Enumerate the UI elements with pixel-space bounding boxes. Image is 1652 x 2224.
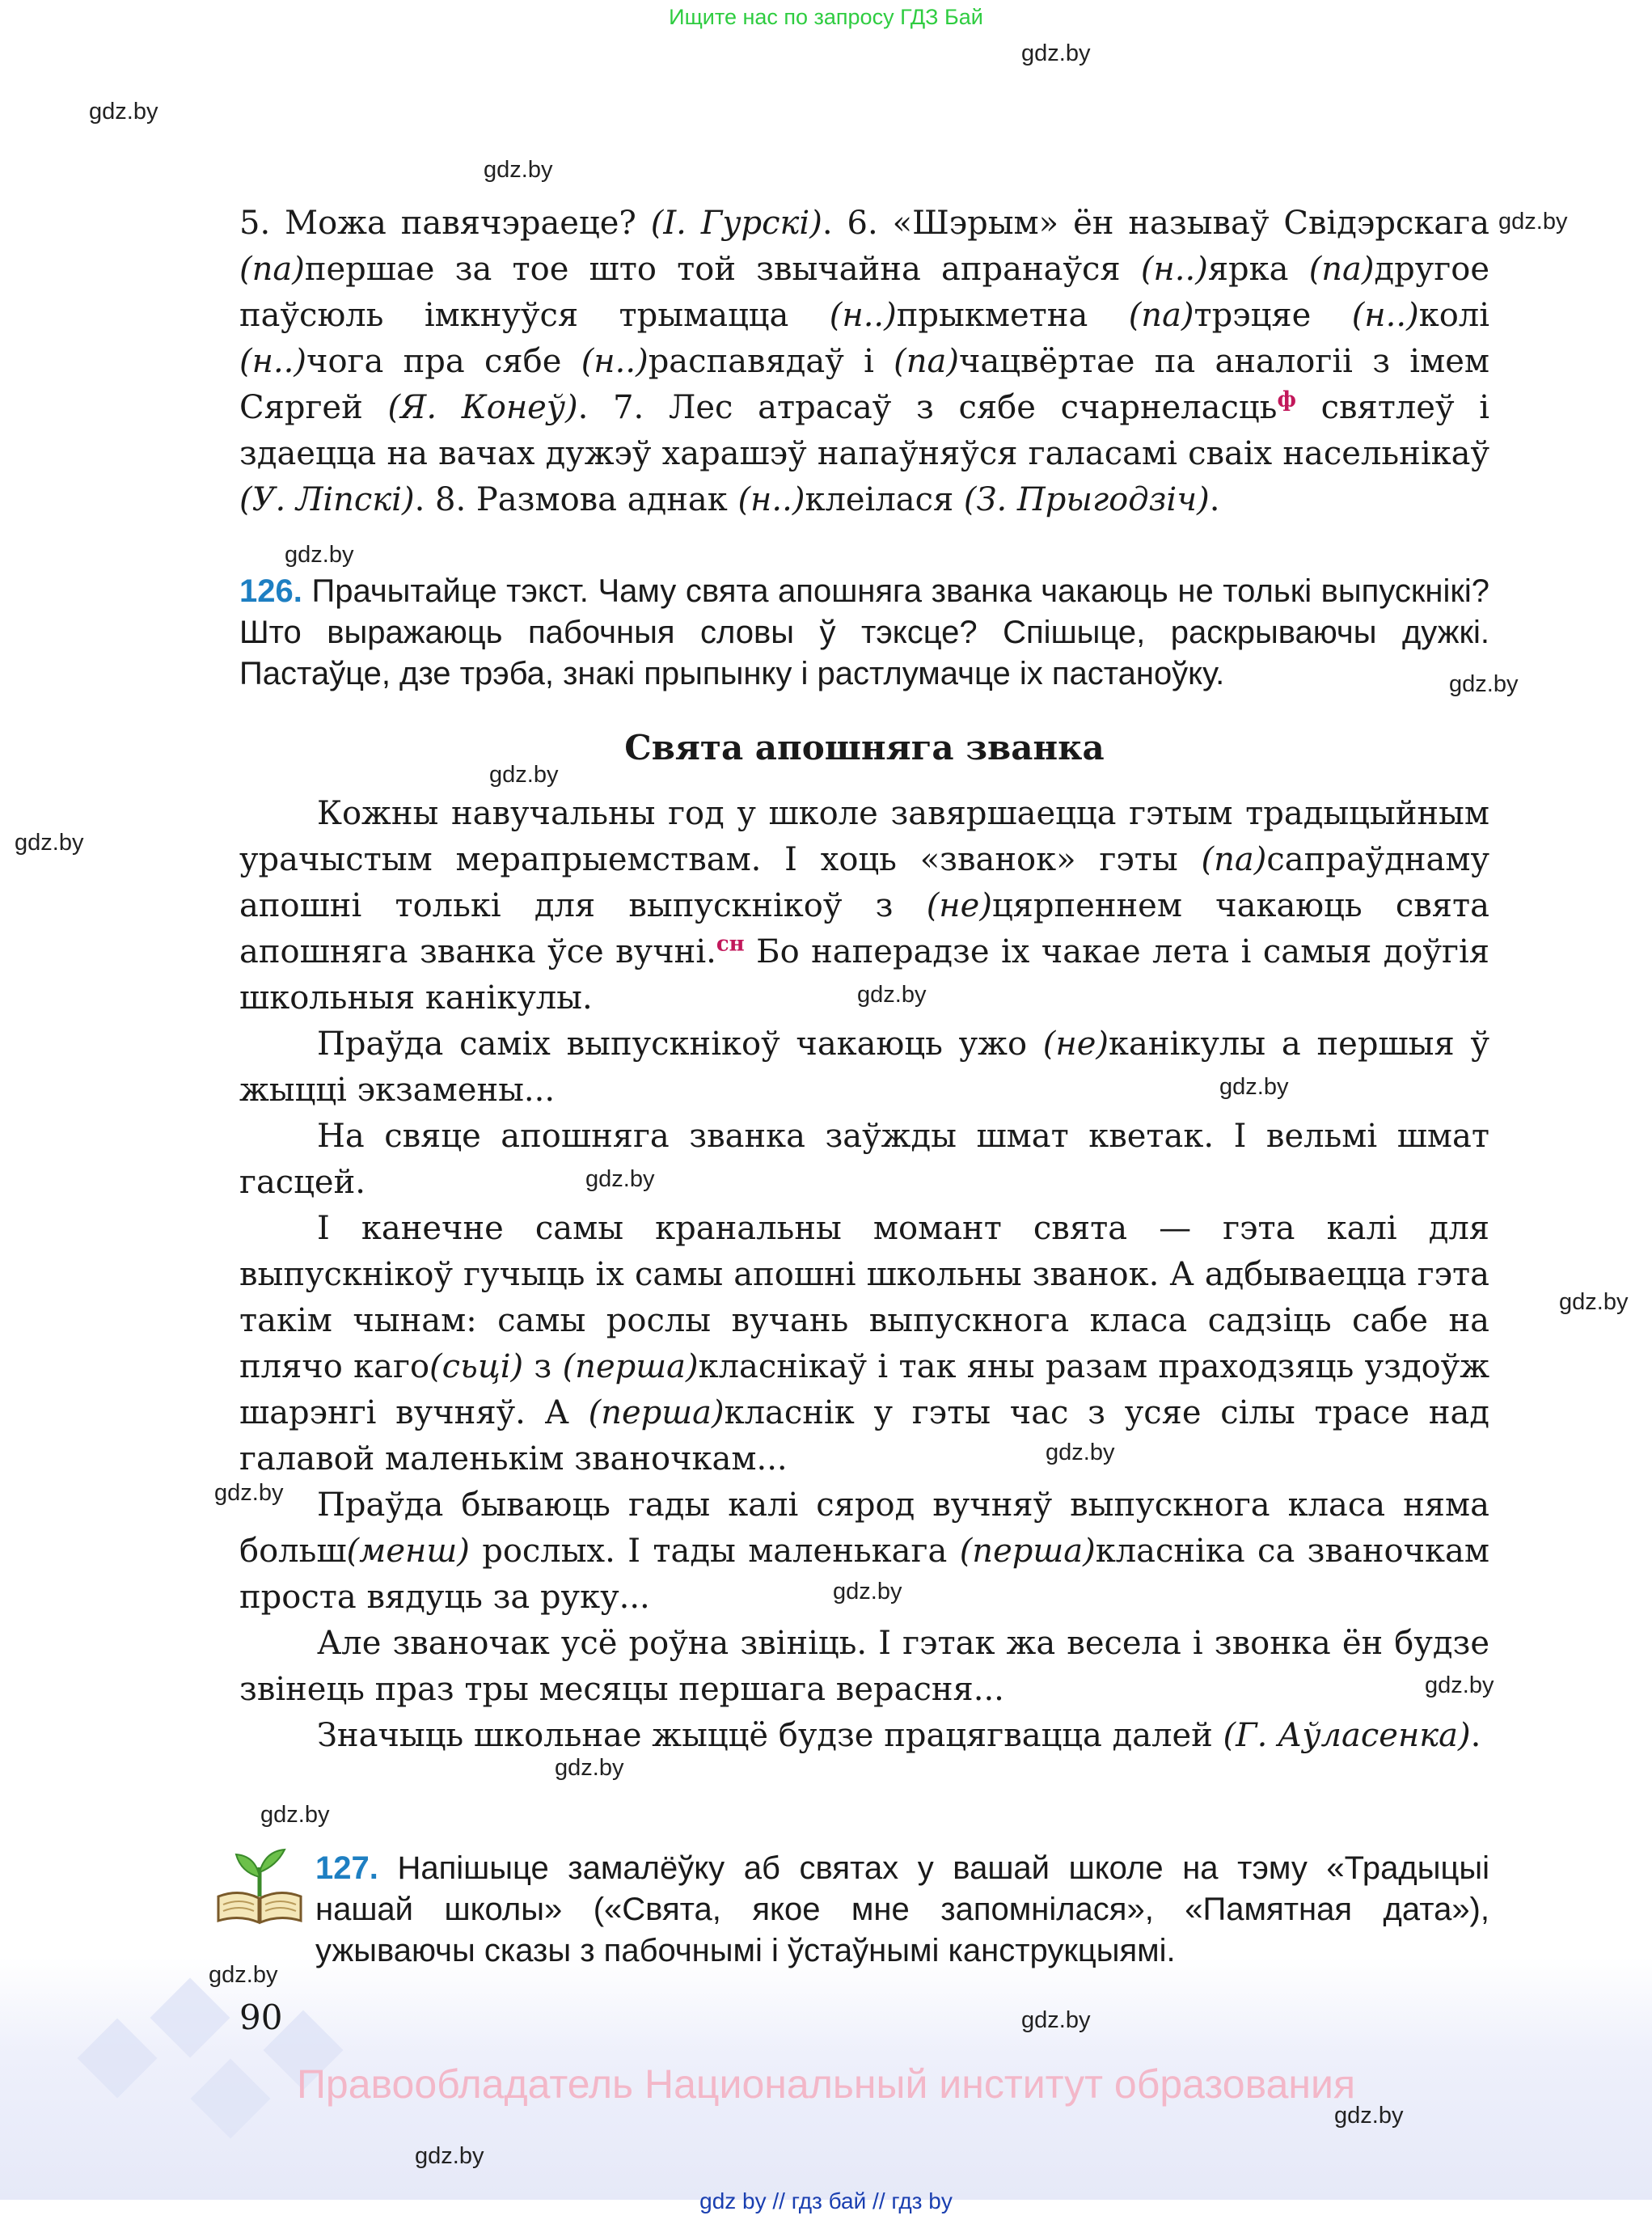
- italic-fragment: (па): [1128, 297, 1194, 334]
- italic-fragment: (па): [1201, 841, 1267, 878]
- text-fragment: Праўда бываюць гады калі сярод вучняў выпускнога класа няма больш: [239, 1486, 1489, 1570]
- italic-fragment: (сьці): [429, 1348, 524, 1385]
- story-paragraph: [239, 791, 1489, 1021]
- watermark: gdz.by: [214, 1480, 284, 1506]
- text-fragment: колі: [1418, 297, 1489, 334]
- watermark: gdz.by: [1021, 2007, 1091, 2033]
- italic-fragment: (З. Прыгодзіч): [963, 481, 1210, 518]
- story-paragraph: [239, 1206, 1489, 1482]
- exercise-paragraph: [239, 201, 1489, 523]
- text-fragment: .: [1470, 1717, 1481, 1754]
- story-title: Свята апошняга званка: [624, 728, 1105, 767]
- text-fragment: прыкметна: [896, 297, 1129, 334]
- watermark: gdz.by: [1334, 2103, 1404, 2129]
- italic-fragment: (не): [1042, 1025, 1109, 1063]
- story-body: [239, 791, 1489, 1759]
- text-fragment: трэцяе: [1194, 297, 1352, 334]
- text-fragment: першае за тое што той звычайна апранаўся: [304, 251, 1141, 288]
- text-fragment: цярпеннем чакаюць свята апошняга званка ўсе вучні.: [239, 887, 1490, 970]
- book-sprout-icon: [212, 1848, 307, 1929]
- text-fragment: распавядаў і: [648, 343, 894, 380]
- italic-fragment: (па): [894, 343, 959, 380]
- text-fragment: І канечне самы кранальны момант свята — гэта калі для выпускнікоў гучыць іх самы апошні школьны званок. А адбываецца гэта такім чынам: самы рослы вучань выпускнога класа садзіць сабе на плячо каго: [239, 1210, 1489, 1385]
- watermark: gdz.by: [857, 982, 927, 1008]
- text-fragment: Кожны навучальны год у школе завяршаецца гэтым традыцыйным урачыстым мерапрыемствам. І хоць «званок» гэты: [239, 795, 1489, 878]
- text-fragment: . 7. Лес атрасаў з сябе счарнеласць: [577, 389, 1278, 426]
- search-banner[interactable]: Ищите нас по запросу ГДЗ Бай: [669, 5, 983, 29]
- italic-fragment: (Г. Аўласенка): [1223, 1717, 1471, 1754]
- text-fragment: чога пра сябе: [306, 343, 581, 380]
- task-text: Прачытайце тэкст. Чаму свята апошняга званка чакаюць не толькі выпускнікі? Што выражаюць пабочныя словы ў тэксце? Спішыце, раскрываючы дужкі. Пастаўце, дзе трэба, знакі прыпынку і растлумачце іх пастаноўку.: [239, 573, 1489, 691]
- watermark: gdz.by: [585, 1166, 655, 1192]
- italic-fragment: (У. Ліпскі): [239, 481, 415, 518]
- watermark: gdz.by: [209, 1962, 278, 1988]
- exercise-125-text: [239, 201, 1489, 523]
- text-fragment: другое паўсюль імкнуўся трымацца: [239, 251, 1489, 334]
- italic-fragment: (менш): [346, 1533, 470, 1570]
- watermark: gdz.by: [1425, 1672, 1494, 1698]
- text-fragment: 5. Можа павячэраецe?: [239, 205, 651, 242]
- watermark: gdz.by: [415, 2143, 484, 2169]
- watermark: gdz.by: [260, 1802, 330, 1828]
- watermark: gdz.by: [1498, 209, 1568, 235]
- story-paragraph: [239, 1713, 1489, 1759]
- text-fragment: Бо наперадзе іх чакае лета і самыя доўгія школьныя канікулы.: [239, 933, 1489, 1017]
- watermark: gdz.by: [285, 542, 354, 568]
- text-fragment: класніка са званочкам проста вядуць за руку...: [239, 1533, 1489, 1616]
- italic-fragment: (н..): [829, 297, 897, 334]
- italic-fragment: (па): [239, 251, 305, 288]
- text-fragment: чацвёртае па аналогіі з імем Сяргей: [239, 343, 1489, 426]
- watermark: gdz.by: [555, 1755, 624, 1781]
- watermark: gdz.by: [484, 157, 553, 183]
- task-126: [239, 571, 1489, 695]
- footnote-marker: ф: [1277, 387, 1296, 412]
- watermark: gdz.by: [15, 830, 84, 856]
- text-fragment: ярка: [1207, 251, 1309, 288]
- story-paragraph: [239, 1114, 1489, 1206]
- text-fragment: канікулы а першыя ў жыцці экзамены...: [239, 1025, 1489, 1109]
- italic-fragment: (Я. Конеў): [387, 389, 578, 426]
- copyright-notice: Правообладатель Национальный институт образования: [296, 2061, 1356, 2107]
- text-fragment: класнік у гэты час з усяе сілы трасе над галавой маленькім званочкам...: [239, 1394, 1489, 1478]
- text-fragment: Праўда саміх выпускнікоў чакаюць ужо: [317, 1025, 1043, 1063]
- task-number: 126.: [239, 573, 302, 609]
- watermark: gdz.by: [833, 1579, 902, 1605]
- text-fragment: Значыць школьнае жыццё будзе працягвацца далей: [317, 1717, 1223, 1754]
- italic-fragment: (перша): [959, 1533, 1096, 1570]
- italic-fragment: (н..): [239, 343, 306, 380]
- watermark: gdz.by: [1046, 1440, 1115, 1465]
- text-fragment: .: [1209, 481, 1220, 518]
- text-fragment: . 8. Размова аднак: [414, 481, 738, 518]
- watermark: gdz.by: [1559, 1289, 1629, 1315]
- italic-fragment: (н..): [1351, 297, 1419, 334]
- watermark: gdz.by: [489, 762, 559, 788]
- italic-fragment: (І. Гурскі): [650, 205, 822, 242]
- text-fragment: Але званочак усё роўна звініць. І гэтак жа весела і звонка ён будзе звінець праз тры месяцы першага верасня...: [239, 1625, 1489, 1708]
- text-fragment: . 6. «Шэрым» ён называў Свідэрскага: [822, 205, 1489, 242]
- story-paragraph: [239, 1621, 1489, 1713]
- watermark: gdz.by: [1219, 1074, 1289, 1100]
- page-number: 90: [239, 1998, 283, 2037]
- text-fragment: сапраўднаму апошні толькі для выпускнікоў з: [239, 841, 1489, 924]
- text-fragment: святлеў і здаецца на вачах дужэў харашэў напаўняўся галасамі сваіх насельнікаў: [239, 389, 1489, 472]
- footnote-marker: сн: [716, 932, 745, 957]
- text-fragment: На свяце апошняга званка заўжды шмат кветак. І вельмі шмат гасцей.: [239, 1118, 1489, 1201]
- italic-fragment: (н..): [581, 343, 649, 380]
- task-number: 127.: [315, 1850, 378, 1886]
- italic-fragment: (не): [926, 887, 992, 924]
- italic-fragment: (перша): [588, 1394, 725, 1431]
- watermark: gdz.by: [1449, 671, 1519, 697]
- bottom-links[interactable]: gdz by // гдз бай // гдз by: [699, 2188, 953, 2213]
- task-127: [315, 1848, 1489, 1972]
- italic-fragment: (н..): [1140, 251, 1208, 288]
- task-text: Напішыце замалёўку аб святах у вашай школе на тэму «Традыцыі нашай школы» («Свята, якое мне запомнілася», «Памятная дата»), ужываючы сказы з пабочнымі і ўстаўнымі канструкцыямі.: [315, 1850, 1489, 1968]
- italic-fragment: (па): [1308, 251, 1375, 288]
- story-paragraph: [239, 1482, 1489, 1621]
- text-fragment: класнікаў і так яны разам праходзяць уздоўж шарэнгі вучняў. А: [239, 1348, 1490, 1431]
- italic-fragment: (н..): [737, 481, 805, 518]
- watermark: gdz.by: [1021, 40, 1091, 66]
- text-fragment: клеілася: [805, 481, 964, 518]
- italic-fragment: (перша): [562, 1348, 699, 1385]
- text-fragment: рослых. І тады маленькага: [469, 1533, 960, 1570]
- story-paragraph: [239, 1021, 1489, 1114]
- watermark: gdz.by: [89, 99, 158, 125]
- text-fragment: з: [523, 1348, 563, 1385]
